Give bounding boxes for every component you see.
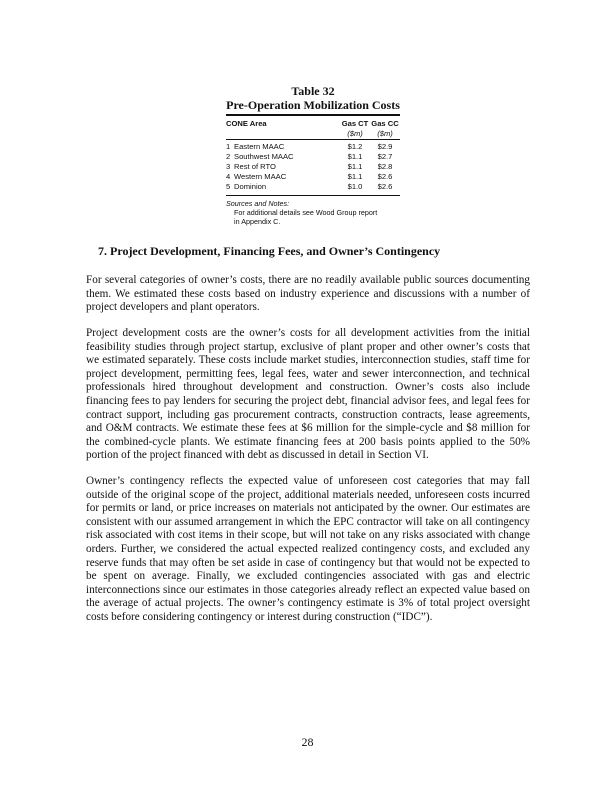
table-header-row [226, 116, 400, 129]
notes-heading: Sources and Notes: [226, 199, 290, 208]
section-heading: 7. Project Development, Financing Fees, and Owner’s Contingency [98, 244, 441, 258]
row-ct: $1.1 [347, 152, 363, 161]
paragraph-project-development: Project development costs are the owner’s costs for all development activities from the initial feasibility studies through project startup, exclusive of plant proper and other owner’s costs that we estimated separately. These costs include market studies, interconnection studies, staff time for project development, permitting fees, legal fees, water and sewer interconnection, and technical professionals hired throughout development and construction. Owner’s costs also include financing fees to pay lenders for securing the project debt, financial advisor fees, and legal fees for contract support, including gas procurement contracts, construction contracts, lease agreements, and O&M contracts. We estimate these fees at $6 million for the simple-cycle and $8 million for the combined-cycle plants. We estimate financing fees at 200 basis points applied to the 50% portion of the project financed with debt as discussed in detail in Section VI. [86, 327, 530, 462]
row-number: 3 [226, 162, 231, 171]
row-cc: $2.6 [377, 172, 393, 181]
row-ct: $1.1 [347, 162, 363, 171]
row-number: 5 [226, 182, 231, 191]
row-area: Western MAAC [234, 172, 287, 181]
row-ct: $1.2 [347, 142, 363, 151]
row-area: Southwest MAAC [234, 152, 294, 161]
row-area: Dominion [234, 182, 267, 191]
unit-cc: ($m) [370, 129, 400, 140]
table-row [226, 182, 400, 195]
page-number: 28 [301, 735, 314, 749]
row-ct: $1.1 [347, 172, 363, 181]
notes-line: in Appendix C. [234, 217, 281, 226]
row-cc: $2.7 [377, 152, 393, 161]
table-units-row [226, 129, 400, 140]
row-ct: $1.0 [347, 182, 363, 191]
paragraph-owners-contingency: Owner’s contingency reflects the expected value of unforeseen cost categories that may fall outside of the original scope of the project, additional materials needed, unforeseen costs incurred for permits or land, or price increases on materials not anticipated by the owner. Our estimates are consistent with our assumed arrangement in which the EPC contractor will take on all contingency risk associated with cost items in their scope, but will not take on any risks associated with change orders. Further, we considered the actual expected realized contingency costs, and excluded any reserve funds that may often be set aside in case of contingency but that would not be expected to be spent on average. Finally, we excluded contingencies associated with gas and electric interconnections since our estimates in those categories already reflect an expected value based on the average of actual projects. The owner’s contingency estimate is 3% of total project oversight costs before considering contingency or interest during construction (“IDC”). [86, 475, 530, 623]
col-header-cc: Gas CC [371, 119, 399, 128]
table-row [226, 152, 400, 162]
costs-table [226, 116, 400, 195]
notes-line: For additional details see Wood Group report [234, 208, 378, 217]
table-notes [226, 199, 400, 226]
row-cc: $2.9 [377, 142, 393, 151]
paragraph-owners-costs: For several categories of owner’s costs, there are no readily available public sources documenting them. We estimated these costs based on industry experience and discussions with a number of project developers and plant operators. [86, 274, 530, 314]
table-bottom-rule [226, 195, 400, 196]
row-number: 4 [226, 172, 231, 181]
table-row [226, 162, 400, 172]
table-subtitle: Pre-Operation Mobilization Costs [226, 98, 400, 112]
row-area: Rest of RTO [234, 162, 276, 171]
row-cc: $2.8 [377, 162, 393, 171]
row-cc: $2.6 [377, 182, 393, 191]
row-area: Eastern MAAC [234, 142, 285, 151]
table-row [226, 172, 400, 182]
col-header-ct: Gas CT [341, 119, 369, 128]
table-title: Table 32 [291, 84, 335, 98]
col-header-area: CONE Area [226, 119, 267, 128]
table-row [226, 140, 400, 153]
unit-ct: ($m) [340, 129, 370, 140]
row-number: 2 [226, 152, 231, 161]
table-32 [226, 84, 400, 226]
row-number: 1 [226, 142, 231, 151]
